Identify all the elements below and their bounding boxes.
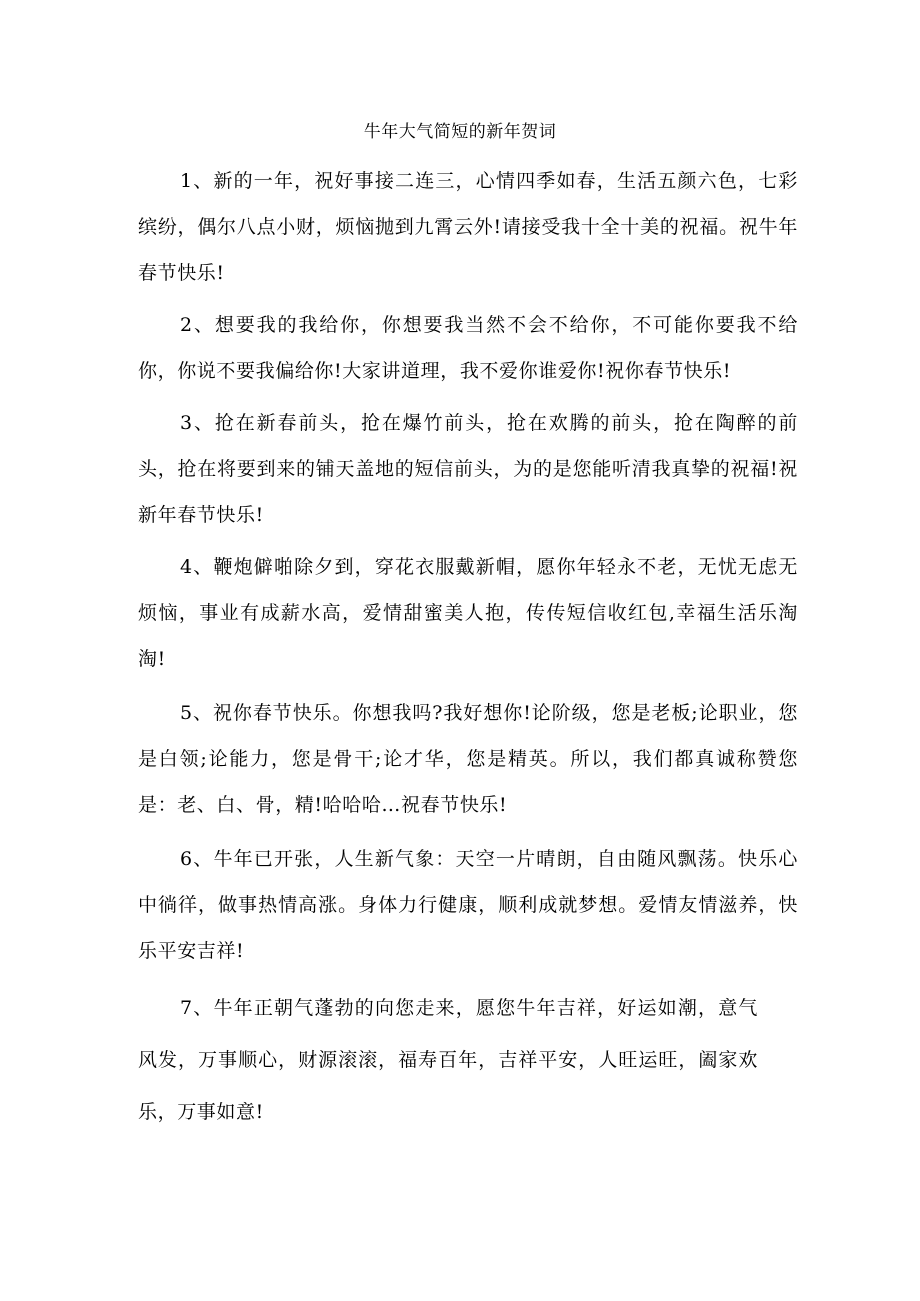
greeting-paragraph-7: 7、牛年正朝气蓬勃的向您走来，愿您牛年吉祥，好运如潮，意气风发，万事顺心，财源滚滚，福寿百年，吉祥平安，人旺运旺，阖家欢乐，万事如意! <box>138 997 758 1123</box>
greeting-paragraph-6: 6、牛年已开张，人生新气象：天空一片晴朗，自由随风飘荡。快乐心中徜徉，做事热情高涨。身体力行健康，顺利成就梦想。爱情友情滋养，快乐平安吉祥! <box>138 848 798 962</box>
greeting-paragraph-3: 3、抢在新春前头，抢在爆竹前头，抢在欢腾的前头，抢在陶醉的前头，抢在将要到来的铺天盖地的短信前头，为的是您能听清我真挚的祝福!祝新年春节快乐! <box>138 412 798 526</box>
greeting-paragraph-2: 2、想要我的我给你，你想要我当然不会不给你，不可能你要我不给你，你说不要我偏给你!大家讲道理，我不爱你谁爱你!祝你春节快乐! <box>138 314 798 382</box>
greeting-paragraph-4: 4、鞭炮僻啪除夕到，穿花衣服戴新帽，愿你年轻永不老，无忧无虑无烦恼，事业有成薪水高，爱情甜蜜美人抱，传传短信收红包,幸福生活乐淘淘! <box>138 556 798 670</box>
greeting-paragraph-1: 1、新的一年，祝好事接二连三，心情四季如春，生活五颜六色，七彩缤纷，偶尔八点小财，烦恼抛到九霄云外!请接受我十全十美的祝福。祝牛年春节快乐! <box>138 170 798 284</box>
greeting-paragraph-5: 5、祝你春节快乐。你想我吗?我好想你!论阶级，您是老板;论职业，您是白领;论能力，您是骨干;论才华，您是精英。所以，我们都真诚称赞您是：老、白、骨，精!哈哈哈…祝春节快乐! <box>138 702 798 816</box>
document-title: 牛年大气简短的新年贺词 <box>363 122 557 142</box>
